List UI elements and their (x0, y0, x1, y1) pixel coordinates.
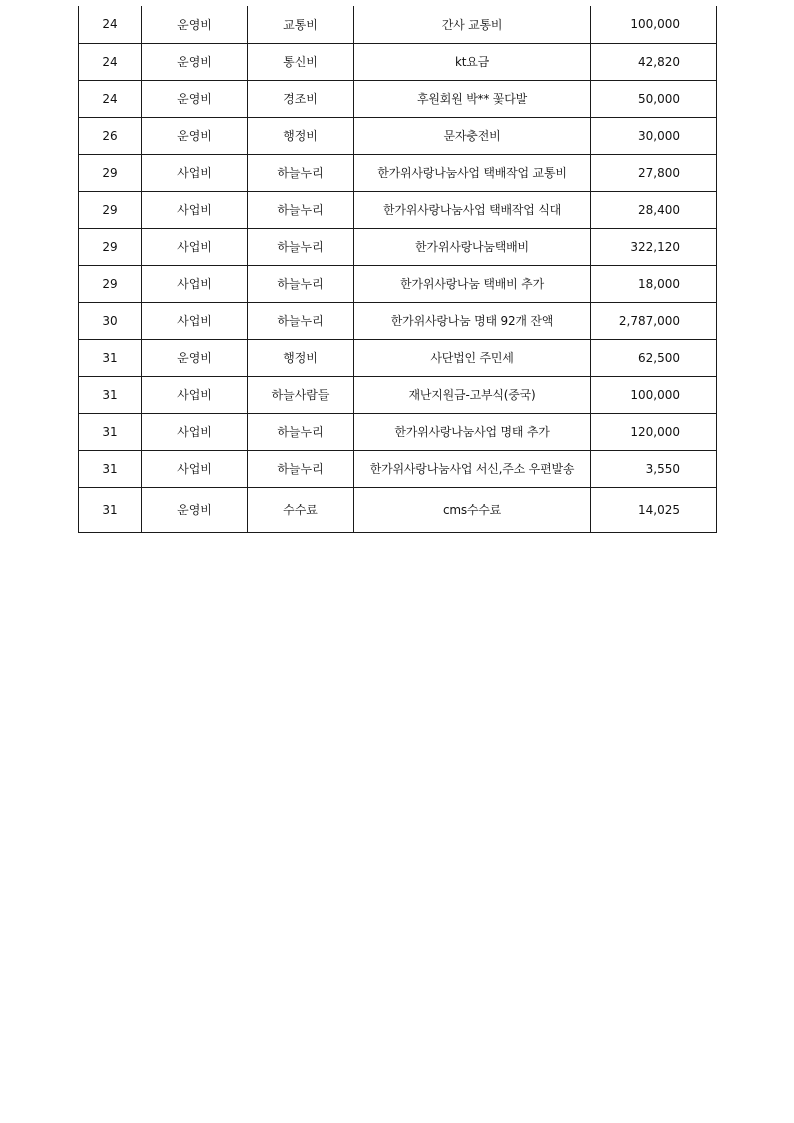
day-cell: 31 (79, 450, 142, 487)
description-cell: 간사 교통비 (354, 6, 591, 43)
amount-cell: 322,120 (591, 228, 717, 265)
category-cell: 운영비 (142, 487, 248, 532)
table-row (79, 117, 717, 154)
amount-cell: 50,000 (591, 80, 717, 117)
amount-cell: 62,500 (591, 339, 717, 376)
subcategory-cell: 하늘누리 (248, 413, 354, 450)
description-cell: 한가위사랑나눔사업 택배작업 교통비 (354, 154, 591, 191)
category-cell: 사업비 (142, 450, 248, 487)
description-cell: kt요금 (354, 43, 591, 80)
description-cell: 사단법인 주민세 (354, 339, 591, 376)
amount-cell: 2,787,000 (591, 302, 717, 339)
category-cell: 사업비 (142, 265, 248, 302)
subcategory-cell: 행정비 (248, 339, 354, 376)
category-cell: 사업비 (142, 228, 248, 265)
category-cell: 운영비 (142, 43, 248, 80)
category-cell: 사업비 (142, 191, 248, 228)
table-row (79, 413, 717, 450)
subcategory-cell: 하늘누리 (248, 191, 354, 228)
description-cell: 재난지원금-고부식(중국) (354, 376, 591, 413)
amount-cell: 28,400 (591, 191, 717, 228)
table-row (79, 376, 717, 413)
table-row (79, 6, 717, 43)
day-cell: 30 (79, 302, 142, 339)
description-cell: cms수수료 (354, 487, 591, 532)
table-row (79, 339, 717, 376)
table-row (79, 265, 717, 302)
ledger-sheet (78, 6, 716, 533)
day-cell: 24 (79, 80, 142, 117)
subcategory-cell: 경조비 (248, 80, 354, 117)
subcategory-cell: 하늘누리 (248, 265, 354, 302)
amount-cell: 30,000 (591, 117, 717, 154)
amount-cell: 18,000 (591, 265, 717, 302)
category-cell: 운영비 (142, 80, 248, 117)
day-cell: 31 (79, 339, 142, 376)
subcategory-cell: 하늘누리 (248, 228, 354, 265)
day-cell: 31 (79, 487, 142, 532)
subcategory-cell: 하늘누리 (248, 302, 354, 339)
day-cell: 31 (79, 413, 142, 450)
subcategory-cell: 교통비 (248, 6, 354, 43)
table-row (79, 228, 717, 265)
category-cell: 사업비 (142, 376, 248, 413)
description-cell: 한가위사랑나눔택배비 (354, 228, 591, 265)
subcategory-cell: 행정비 (248, 117, 354, 154)
category-cell: 운영비 (142, 6, 248, 43)
day-cell: 29 (79, 191, 142, 228)
category-cell: 사업비 (142, 154, 248, 191)
day-cell: 26 (79, 117, 142, 154)
amount-cell: 42,820 (591, 43, 717, 80)
table-row (79, 450, 717, 487)
amount-cell: 27,800 (591, 154, 717, 191)
table-row (79, 191, 717, 228)
amount-cell: 100,000 (591, 6, 717, 43)
category-cell: 사업비 (142, 413, 248, 450)
day-cell: 24 (79, 43, 142, 80)
amount-cell: 3,550 (591, 450, 717, 487)
day-cell: 29 (79, 228, 142, 265)
amount-cell: 100,000 (591, 376, 717, 413)
description-cell: 한가위사랑나눔 명태 92개 잔액 (354, 302, 591, 339)
amount-cell: 14,025 (591, 487, 717, 532)
table-row (79, 154, 717, 191)
subcategory-cell: 하늘누리 (248, 450, 354, 487)
table-row (79, 80, 717, 117)
amount-cell: 120,000 (591, 413, 717, 450)
description-cell: 한가위사랑나눔 택배비 추가 (354, 265, 591, 302)
description-cell: 문자충전비 (354, 117, 591, 154)
category-cell: 운영비 (142, 339, 248, 376)
expense-table (78, 6, 717, 533)
day-cell: 29 (79, 154, 142, 191)
category-cell: 사업비 (142, 302, 248, 339)
subcategory-cell: 하늘누리 (248, 154, 354, 191)
subcategory-cell: 수수료 (248, 487, 354, 532)
description-cell: 한가위사랑나눔사업 택배작업 식대 (354, 191, 591, 228)
description-cell: 한가위사랑나눔사업 서신,주소 우편발송 (354, 450, 591, 487)
subcategory-cell: 통신비 (248, 43, 354, 80)
day-cell: 24 (79, 6, 142, 43)
description-cell: 한가위사랑나눔사업 명태 추가 (354, 413, 591, 450)
subcategory-cell: 하늘사람들 (248, 376, 354, 413)
day-cell: 29 (79, 265, 142, 302)
description-cell: 후원회원 박** 꽃다발 (354, 80, 591, 117)
table-row (79, 302, 717, 339)
category-cell: 운영비 (142, 117, 248, 154)
table-row (79, 43, 717, 80)
day-cell: 31 (79, 376, 142, 413)
table-row (79, 487, 717, 532)
